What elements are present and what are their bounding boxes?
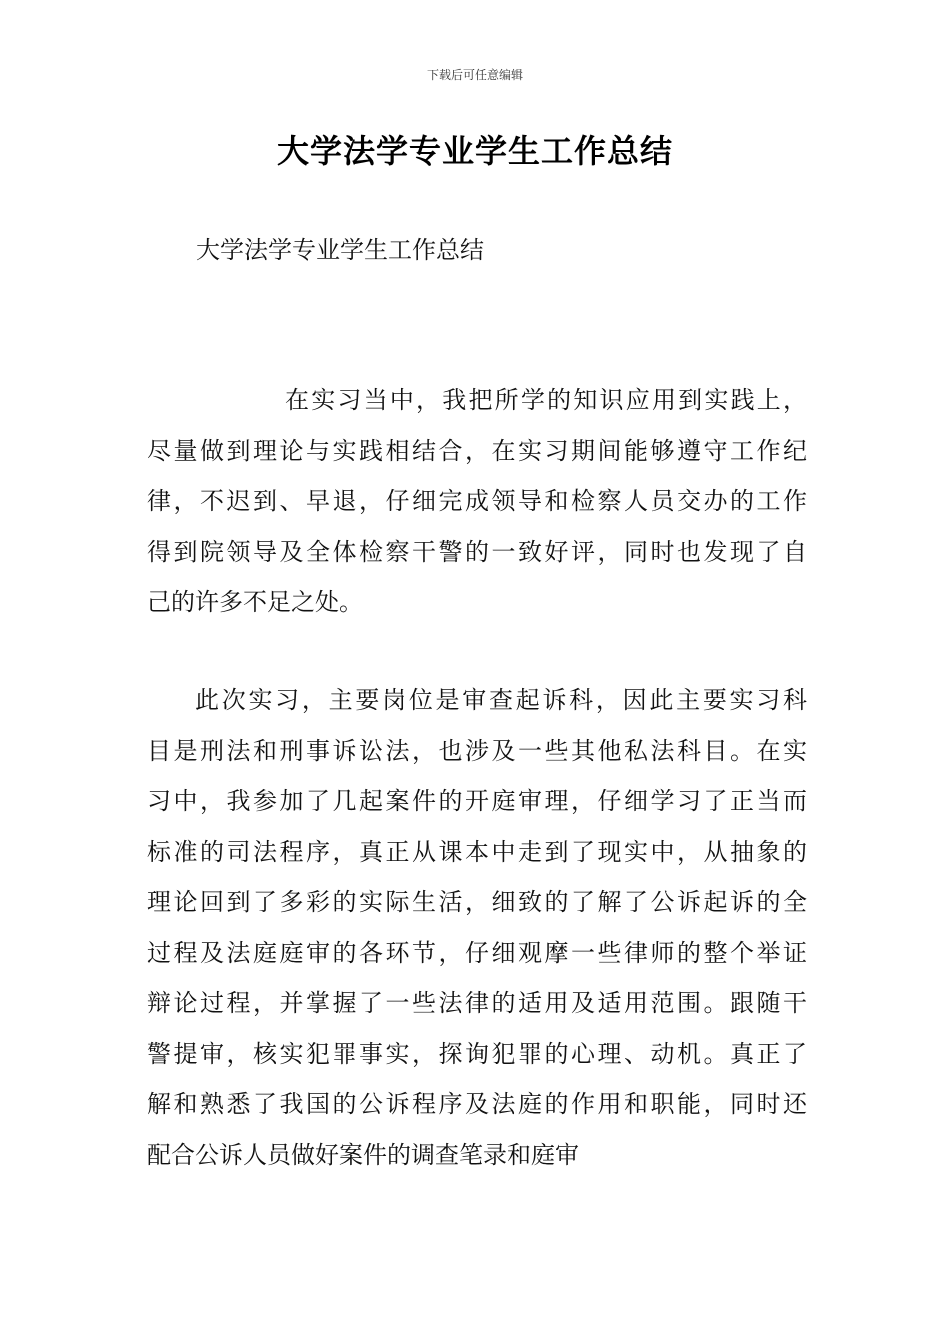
paragraph-1 xyxy=(147,375,807,628)
paragraph-1-line: 得到院领导及全体检察干警的一致好评，同时也发现了自 xyxy=(147,537,807,566)
document-title: 大学法学专业学生工作总结 xyxy=(276,132,673,170)
paragraph-1-line: 律，不迟到、早退，仔细完成领导和检察人员交办的工作 xyxy=(147,487,807,515)
paragraph-1-line: 尽量做到理论与实践相结合，在实习期间能够遵守工作纪 xyxy=(147,436,807,465)
paragraph-2-line: 辩论过程，并掌握了一些法律的适用及适用范围。跟随干 xyxy=(147,989,807,1017)
paragraph-2-line: 警提审，核实犯罪事实，探询犯罪的心理、动机。真正了 xyxy=(147,1039,807,1068)
paragraph-2-line: 理论回到了多彩的实际生活，细致的了解了公诉起诉的全 xyxy=(147,888,807,916)
paragraph-1-line: 己的许多不足之处。 xyxy=(147,588,363,616)
document-subtitle: 大学法学专业学生工作总结 xyxy=(196,236,484,264)
paragraph-2-line: 标准的司法程序，真正从课本中走到了现实中，从抽象的 xyxy=(147,837,807,866)
paragraph-2-line: 目是刑法和刑事诉讼法，也涉及一些其他私法科目。在实 xyxy=(147,736,807,765)
paragraph-2-line: 此次实习，主要岗位是审查起诉科，因此主要实习科 xyxy=(195,686,807,714)
header-note: 下载后可任意编辑 xyxy=(426,68,523,82)
paragraph-2-line: 解和熟悉了我国的公诉程序及法庭的作用和职能，同时还 xyxy=(147,1090,807,1118)
paragraph-2 xyxy=(147,675,807,1180)
paragraph-2-line: 习中，我参加了几起案件的开庭审理，仔细学习了正当而 xyxy=(147,787,807,815)
paragraph-1-line: 在实习当中，我把所学的知识应用到实践上， xyxy=(285,386,807,414)
paragraph-2-line: 配合公诉人员做好案件的调查笔录和庭审 xyxy=(147,1140,579,1169)
paragraph-2-line: 过程及法庭庭审的各环节，仔细观摩一些律师的整个举证 xyxy=(147,938,807,967)
